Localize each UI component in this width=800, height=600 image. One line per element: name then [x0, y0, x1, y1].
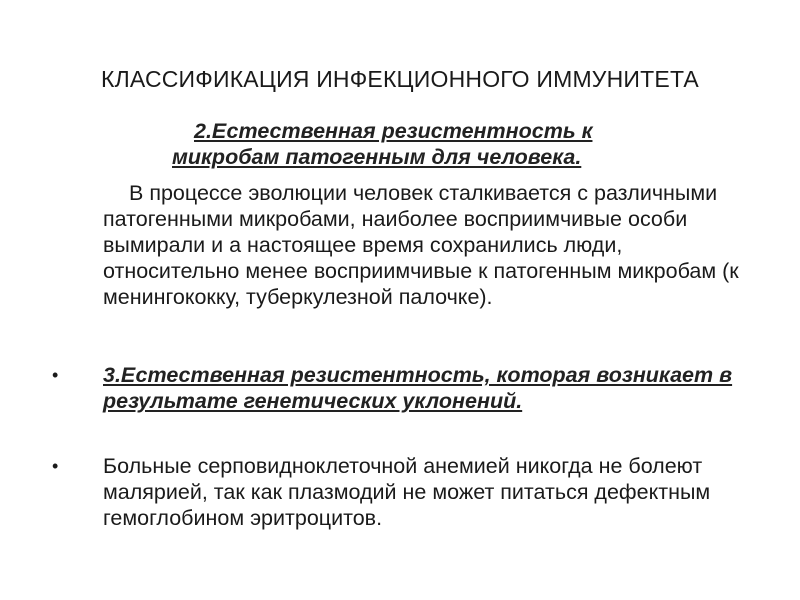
- bullet-body-text: Больные серповидноклеточной анемией никогда не болеют малярией, так как плазмодий не может питаться дефектным гемоглобином эритроцитов.: [103, 454, 711, 530]
- slide-title: КЛАССИФИКАЦИЯ ИНФЕКЦИОННОГО ИММУНИТЕТА: [101, 66, 699, 92]
- section-heading-line-2: микробам патогенным для человека.: [172, 145, 582, 169]
- body-paragraph-text: В процессе эволюции человек сталкивается с различными патогенными микробами, наиболее восприимчивые особи вымирали и а настоящее время сохранились люди, относительно менее восприимчивые к патогенным микробам (к менингококку, туберкулезной палочке).: [103, 181, 739, 309]
- section-heading-line-1: 2.Естественная резистентность к: [194, 119, 593, 143]
- bullet-heading-text: 3.Естественная резистентность, которая возникает в результате генетических уклонений.: [103, 363, 733, 413]
- bullet-marker: •: [52, 456, 59, 476]
- section-heading: [150, 118, 710, 170]
- bullet-marker: •: [52, 365, 59, 385]
- body-paragraph: [103, 180, 743, 310]
